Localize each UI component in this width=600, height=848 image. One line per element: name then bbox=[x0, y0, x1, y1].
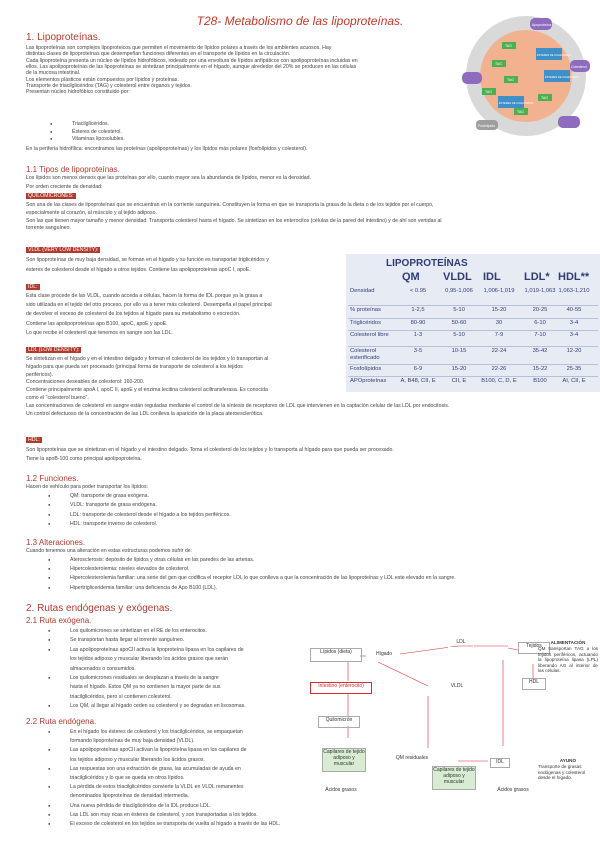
row-label: Colesterol esterificado bbox=[350, 348, 380, 361]
table-cell: A, B48, CII, E bbox=[400, 378, 436, 384]
body-line: Esta clase procede de las VLDL, cuando acceda a células, hacen la forma de IDL porque ya la grasa a bbox=[26, 293, 263, 299]
row-label: Triglicéridos bbox=[350, 320, 382, 326]
body-line: Un control defectuoso de la concentración de las LDL conlleva la aparición de la placa ateroesclerótica. bbox=[26, 410, 264, 417]
exogenous-item: los tejidos adiposo y muscular liberando los ácidos grasos que serán bbox=[70, 656, 229, 663]
table-column-header: QM bbox=[402, 271, 420, 283]
idl-box: IDL bbox=[490, 758, 510, 768]
intestine-box: Intestino (enterocito) bbox=[310, 682, 372, 694]
section-1-2-heading: 1.2 Funciones. bbox=[26, 474, 79, 483]
ldl-tag: LDL (LOW DENSITY): bbox=[28, 347, 80, 353]
table-column-header: HDL** bbox=[558, 271, 590, 283]
endogenous-item: formando lipoproteínas de muy baja densidad (VLDL). bbox=[70, 738, 195, 745]
fasting-title: AYUNO bbox=[559, 758, 577, 763]
table-cell: 25-35 bbox=[566, 366, 582, 372]
body-line: Son lipoproteínas que se sintetizan en el hígado y el intestino delgado. Toma el colesterol de los tejidos y lo transporta al hígado para que pueda ser procesado. bbox=[26, 447, 394, 453]
table-cell: 1,019-1,063 bbox=[524, 288, 556, 294]
section-2-1-heading: 2.1 Ruta exógena. bbox=[26, 616, 92, 625]
exogenous-item: ● Los QM, al llegar al hígado ceden su colesterol y se degradan en lisosomas. bbox=[70, 703, 246, 709]
body-line: Son las que tienen mayor tamaño y menor densidad. Transporta colesterol hasta el hígado. Se sintetizan en los enterocitos (células de la pared del intestino) y de ahí son vertidas al bbox=[26, 217, 442, 224]
capillaries-box: Capilares de tejido adiposo y muscular bbox=[322, 748, 366, 772]
body-line: de devolver el exceso de colesterol de los tejidos al hígado para su metabolismo o excreción. bbox=[26, 311, 241, 318]
endogenous-item: los tejidos adiposo y muscular liberando los ácidos grasos. bbox=[70, 756, 205, 763]
table-cell: 3-4 bbox=[569, 332, 579, 338]
table-divider bbox=[348, 364, 598, 365]
diagram-label: TAG bbox=[495, 62, 502, 66]
body-line: Cada lipoproteína presenta un núcleo de lípidos hidrofóbicos, rodeado por una envoltura de lípidos anfipáticos con apolipoproteínas incluidas en bbox=[26, 57, 358, 64]
exogenous-item: ● Las apolipoproteínas apoCII activa la lipoproteína lipasa en los capilares de bbox=[70, 647, 244, 653]
feeding-note: QM transportan TAG a los tejidos periféricos, actuando la lipoproteína lipasa (LPL) liberando AG al interior de las células. bbox=[538, 646, 598, 674]
functions-intro: Hacen de vehículo para poder transportar los lípidos: bbox=[26, 484, 148, 490]
section-2-heading: 2. Rutas endógenas y exógenas. bbox=[26, 603, 173, 614]
table-cell: 6-9 bbox=[413, 366, 423, 372]
body-line: de la mucosa intestinal. bbox=[26, 70, 81, 77]
body-line: Tiene la apoB-100 como principal apolipoproteína. bbox=[26, 456, 142, 463]
lipoprotein-routes-diagram bbox=[308, 636, 600, 828]
table-column-header: IDL bbox=[483, 271, 501, 283]
body-line: periféricos). bbox=[26, 371, 54, 378]
table-cell: 30 bbox=[495, 320, 503, 326]
apoprotein-blob bbox=[462, 72, 482, 84]
body-line: sido utilizada en el tejido del otro proceso, por ello va a tener más colesterol. Desempeña el papel principal bbox=[26, 302, 272, 309]
body-line: como el "colesterol bueno". bbox=[26, 395, 89, 401]
endogenous-item: ● El exceso de colesterol en los tejidos se transporta de vuelta al hígado a través de las HDL. bbox=[70, 821, 281, 827]
table-cell: 1-2,5 bbox=[411, 307, 425, 313]
table-column-header: VLDL bbox=[443, 271, 472, 283]
row-label: Densidad bbox=[350, 288, 375, 294]
table-cell: < 0.95 bbox=[409, 288, 427, 294]
endogenous-item: ● En el hígado los ésteres de colesterol y los triacilglicéridos, se empaquetan bbox=[70, 729, 243, 735]
alteration-item: ● Hipercolesterolemia: niveles elevados de colesterol. bbox=[70, 566, 189, 572]
table-cell: 3-4 bbox=[569, 320, 579, 326]
body-line: Lo que recibe el colesterol que tenemos en sangre son las LDL. bbox=[26, 329, 173, 336]
table-cell: B100 bbox=[533, 378, 547, 384]
body-line: Concentraciones deseables de colesterol: 160-200. bbox=[26, 379, 145, 386]
row-label: Colesterol libre bbox=[350, 332, 389, 338]
table-divider bbox=[348, 346, 598, 347]
feeding-title: ALIMENTACIÓN bbox=[550, 640, 586, 645]
diagram-label: TAG bbox=[507, 78, 514, 82]
alteration-item: ● Aterosclerosis: depósito de lípidos y otras células en las paredes de las arterias. bbox=[70, 557, 254, 563]
diet-lipids-box: Lípidos (dieta) bbox=[310, 648, 362, 662]
table-cell: 40-55 bbox=[566, 307, 582, 313]
row-label: % proteínas bbox=[350, 307, 381, 313]
fatty-acids-label-2: Ácidos grasos bbox=[490, 786, 536, 796]
table-cell: 0,95-1,006 bbox=[445, 288, 473, 294]
exogenous-item: ● Los quilomicrones se sintetizan en el RE de los enterocitos. bbox=[70, 628, 207, 634]
table-cell: 1,063-1,210 bbox=[558, 288, 590, 294]
body-line: Presentan núcleo hidrofóbico constituido por: bbox=[26, 89, 130, 96]
row-label: Fosfolípidos bbox=[350, 366, 382, 372]
function-item: ● LDL: transporte de colesterol desde el hígado a los tejidos periféricos. bbox=[70, 512, 231, 518]
body-line: Las concentraciones de colesterol en sangre están reguladas mediante el control de la síntesis de receptores de LDL que intervienen en la captación celular de las LDL por endocitosis. bbox=[26, 402, 450, 409]
table-cell: 22-24 bbox=[491, 348, 507, 354]
alteration-item: ● Hipercolesterolemia familiar: una serie del gen que codifica el receptor LDL lo que conlleva a que la concentración de las lipoproteínas y LDL este elevado en la sangre. bbox=[70, 575, 456, 581]
body-line: Las lipoproteínas son complejos lipoproteicos que permiten el movimiento de lípidos polares a través de los ambientes acuosos. Hay bbox=[26, 45, 332, 51]
table-divider bbox=[348, 305, 598, 306]
table-cell: 10-15 bbox=[451, 348, 467, 354]
table-cell: 35-42 bbox=[532, 348, 548, 354]
endogenous-item: ● Las apolipoproteínas apoCII activan la lipoproteína lipasa en los capilares de bbox=[70, 747, 247, 753]
table-cell: 15-22 bbox=[532, 366, 548, 372]
endogenous-item: ● Las respuestas son una extracción de grasa, las acumuladas de ayuda en bbox=[70, 766, 241, 772]
table-cell: 22-26 bbox=[491, 366, 507, 372]
qm-tag: QUILOMICRONES: bbox=[28, 193, 74, 199]
body-line: hígado para que pueda ser procesado (principal forma de transporte de colesterol a los tejidos bbox=[26, 363, 243, 370]
fatty-acids-label: Ácidos grasos bbox=[318, 786, 364, 796]
endogenous-item: triacilglicéridos y lo que se queda en otros lípidos. bbox=[70, 775, 185, 781]
table-cell: 1,006-1,019 bbox=[483, 288, 515, 294]
body-line: distintas clases de lipoproteínas que desempeñan funciones diferentes en el transporte de lípidos en la circulación. bbox=[26, 51, 291, 58]
body-line: Son lipoproteínas de muy baja densidad, se forman en el hígado y su función es transportar triglicéridos y bbox=[26, 257, 269, 263]
body-line: Por orden creciente de densidad: bbox=[26, 183, 103, 190]
diagram-label: Colesterol bbox=[571, 65, 587, 69]
table-cell: 1-3 bbox=[413, 332, 423, 338]
table-cell: 7-10 bbox=[534, 332, 546, 338]
body-line: ellos. Las apolipoproteínas de las lipoproteínas se sintetizan principalmente en el hígado, aunque alrededor del 20% se producen en las células bbox=[26, 63, 357, 70]
endogenous-item: ● Las LDL son muy ricas en ésteres de colesterol, y son transportadas a los tejidos. bbox=[70, 812, 258, 818]
table-cell: 50-60 bbox=[451, 320, 467, 326]
page-title: T28- Metabolismo de las lipoproteínas. bbox=[196, 14, 404, 28]
alterations-intro: Cuando tenemos una alteración en estas estructuras podemos sufrir de: bbox=[26, 548, 193, 554]
diagram-label: Fosfolípido bbox=[478, 124, 496, 128]
body-line: Se sintetizan en el hígado y en el intestino delgado y forman el colesterol de los tejidos y lo transportan al bbox=[26, 356, 269, 362]
table-column-header: LDL* bbox=[524, 271, 550, 283]
body-line: Los lípidos son menos densos que las proteínas por ello, cuanto mayor sea la abundancia de lípidos, menor es la densidad. bbox=[26, 175, 311, 181]
table-cell: 15-20 bbox=[451, 366, 467, 372]
diagram-label: ÉSTERES DE COLESTEROL bbox=[537, 54, 572, 57]
exogenous-item: triacilglicéridos, pero sí contienen colesterol. bbox=[70, 693, 172, 700]
table-cell: 15-20 bbox=[491, 307, 507, 313]
table-cell: AI, CII, E bbox=[562, 378, 586, 384]
diagram-label: ÉSTERES DE COLESTEROL bbox=[499, 102, 534, 105]
apoprotein-blob bbox=[558, 116, 580, 128]
table-divider bbox=[348, 318, 598, 319]
body-line: Transporte de triacilglicéridos (TAG) y colesterol entre órganos y tejidos. bbox=[26, 82, 192, 89]
liver-label: Hígado bbox=[368, 650, 400, 662]
fasting-note: Transporte de grasas endógenas y colesterol desde el hígado. bbox=[538, 764, 586, 781]
endogenous-item: ● Una nueva pérdida de triacilglicéridos de la IDL produce LDL. bbox=[70, 803, 211, 809]
hdl-tag: HDL: bbox=[28, 437, 40, 443]
table-divider bbox=[348, 330, 598, 331]
table-cell: 12-20 bbox=[566, 348, 582, 354]
alteration-item: ● Hipertrigliceridemia familiar: una deficiencia de Apo B100 (LDL). bbox=[70, 585, 217, 591]
body-line: ésteres de colesterol desde el hígado a otros tejidos. Contiene las apolipoproteínas apoC I, apoE. bbox=[26, 266, 251, 273]
table-cell: 20-25 bbox=[532, 307, 548, 313]
core-list-item: ● Ésteres de colesterol. bbox=[72, 129, 122, 135]
function-item: ● QM: transporte de grasa exógena. bbox=[70, 493, 149, 499]
section-2-2-heading: 2.2 Ruta endógena. bbox=[26, 717, 97, 726]
table-cell: 7-9 bbox=[494, 332, 504, 338]
diagram-label: TAG bbox=[505, 44, 512, 48]
diagram-label: TAG bbox=[517, 110, 524, 114]
diagram-label: TAG bbox=[485, 90, 492, 94]
diagram-label: TAG bbox=[541, 96, 548, 100]
section-1-1-heading: 1.1 Tipos de lipoproteínas. bbox=[26, 165, 120, 174]
table-cell: B100, C, D, E bbox=[481, 378, 517, 384]
body-line: Son una de las clases de lipoproteínas que se encuentran en la corriente sanguínea. Constituyen la forma en que se transporta la grasa de la dieta o de los tejidos por el cuerpo, bbox=[26, 202, 434, 208]
diagram-label: Apoproteína bbox=[532, 23, 552, 27]
table-cell: 80-90 bbox=[410, 320, 426, 326]
chylomicron-box: Quilomicrón bbox=[318, 716, 360, 728]
section-1-3-heading: 1.3 Alteraciones. bbox=[26, 538, 86, 547]
body-line: Contiene principalmente apoA I, apoC II, apoE y el enzima lecitina colesterol aciltransferasa. Es conocida bbox=[26, 387, 268, 394]
lipoprotein-table bbox=[346, 254, 600, 392]
lipoprotein-structure-diagram bbox=[458, 12, 594, 140]
core-list-item: ● Vitaminas liposolubles. bbox=[72, 136, 125, 142]
section-1-heading: 1. Lipoproteínas. bbox=[26, 32, 101, 43]
table-cell: 6-10 bbox=[534, 320, 546, 326]
exogenous-item: hasta el hígado. Estos QM ya no contienen la mayor parte de sus bbox=[70, 684, 221, 691]
residual-qm-label: QM residuales bbox=[388, 754, 436, 764]
vldl-label: VLDL bbox=[444, 682, 470, 692]
tissues-box: Tejidos bbox=[518, 642, 550, 654]
hdl-box: HDL bbox=[522, 678, 546, 690]
envelope-text: En la periferia hidrofílica: encontramos las proteínas (apolipoproteínas) y los lípidos más polares (fosfolípidos y colesterol). bbox=[26, 146, 308, 152]
body-line: especialmente al corazón, al músculo y al tejido adiposo. bbox=[26, 209, 157, 216]
table-cell: 5-10 bbox=[453, 307, 465, 313]
table-divider bbox=[348, 376, 598, 377]
vldl-tag: VLDL (VERY LOW DENSITY): bbox=[28, 247, 99, 253]
table-cell: 5-10 bbox=[453, 332, 465, 338]
endogenous-item: ● La pérdida de estos triacilglicéridos convierte la VLDL en VLDL remanentes bbox=[70, 784, 244, 790]
exogenous-item: ● Se transportan hasta llegar al torrente sanguíneo. bbox=[70, 637, 184, 643]
body-line: Contiene las apolipoproteínas apo B100, apoC, apoE y apoE. bbox=[26, 320, 168, 327]
idl-tag: IDL: bbox=[28, 284, 38, 290]
exogenous-item: ● Los quilomicrones residuales se desplazan a través de la sangre bbox=[70, 675, 219, 681]
body-line: torrente sanguíneo. bbox=[26, 225, 71, 232]
endogenous-item: denominados lipoproteínas de densidad intermedia. bbox=[70, 793, 190, 800]
row-label: APOproteínas bbox=[350, 378, 387, 384]
function-item: ● VLDL: transporte de grasa endógena. bbox=[70, 502, 157, 508]
body-line: Los elementos plásticos están compuestos por lípidos y proteínas. bbox=[26, 76, 179, 83]
table-cell: 3-5 bbox=[413, 348, 423, 354]
core-list-item: ● Triacilglicéridos. bbox=[72, 121, 109, 127]
table-title: LIPOPROTEÍNAS bbox=[386, 258, 468, 269]
diagram-label: ÉSTERES DE COLESTEROL bbox=[545, 76, 580, 79]
table-cell: CII, E bbox=[451, 378, 467, 384]
capillaries-box-2: Capilares de tejido adiposo y muscular bbox=[432, 766, 476, 790]
exogenous-item: almacenados o consumidos. bbox=[70, 665, 136, 672]
ldl-label: LDL bbox=[448, 638, 474, 648]
function-item: ● HDL: transporte inverso de colesterol. bbox=[70, 521, 157, 527]
